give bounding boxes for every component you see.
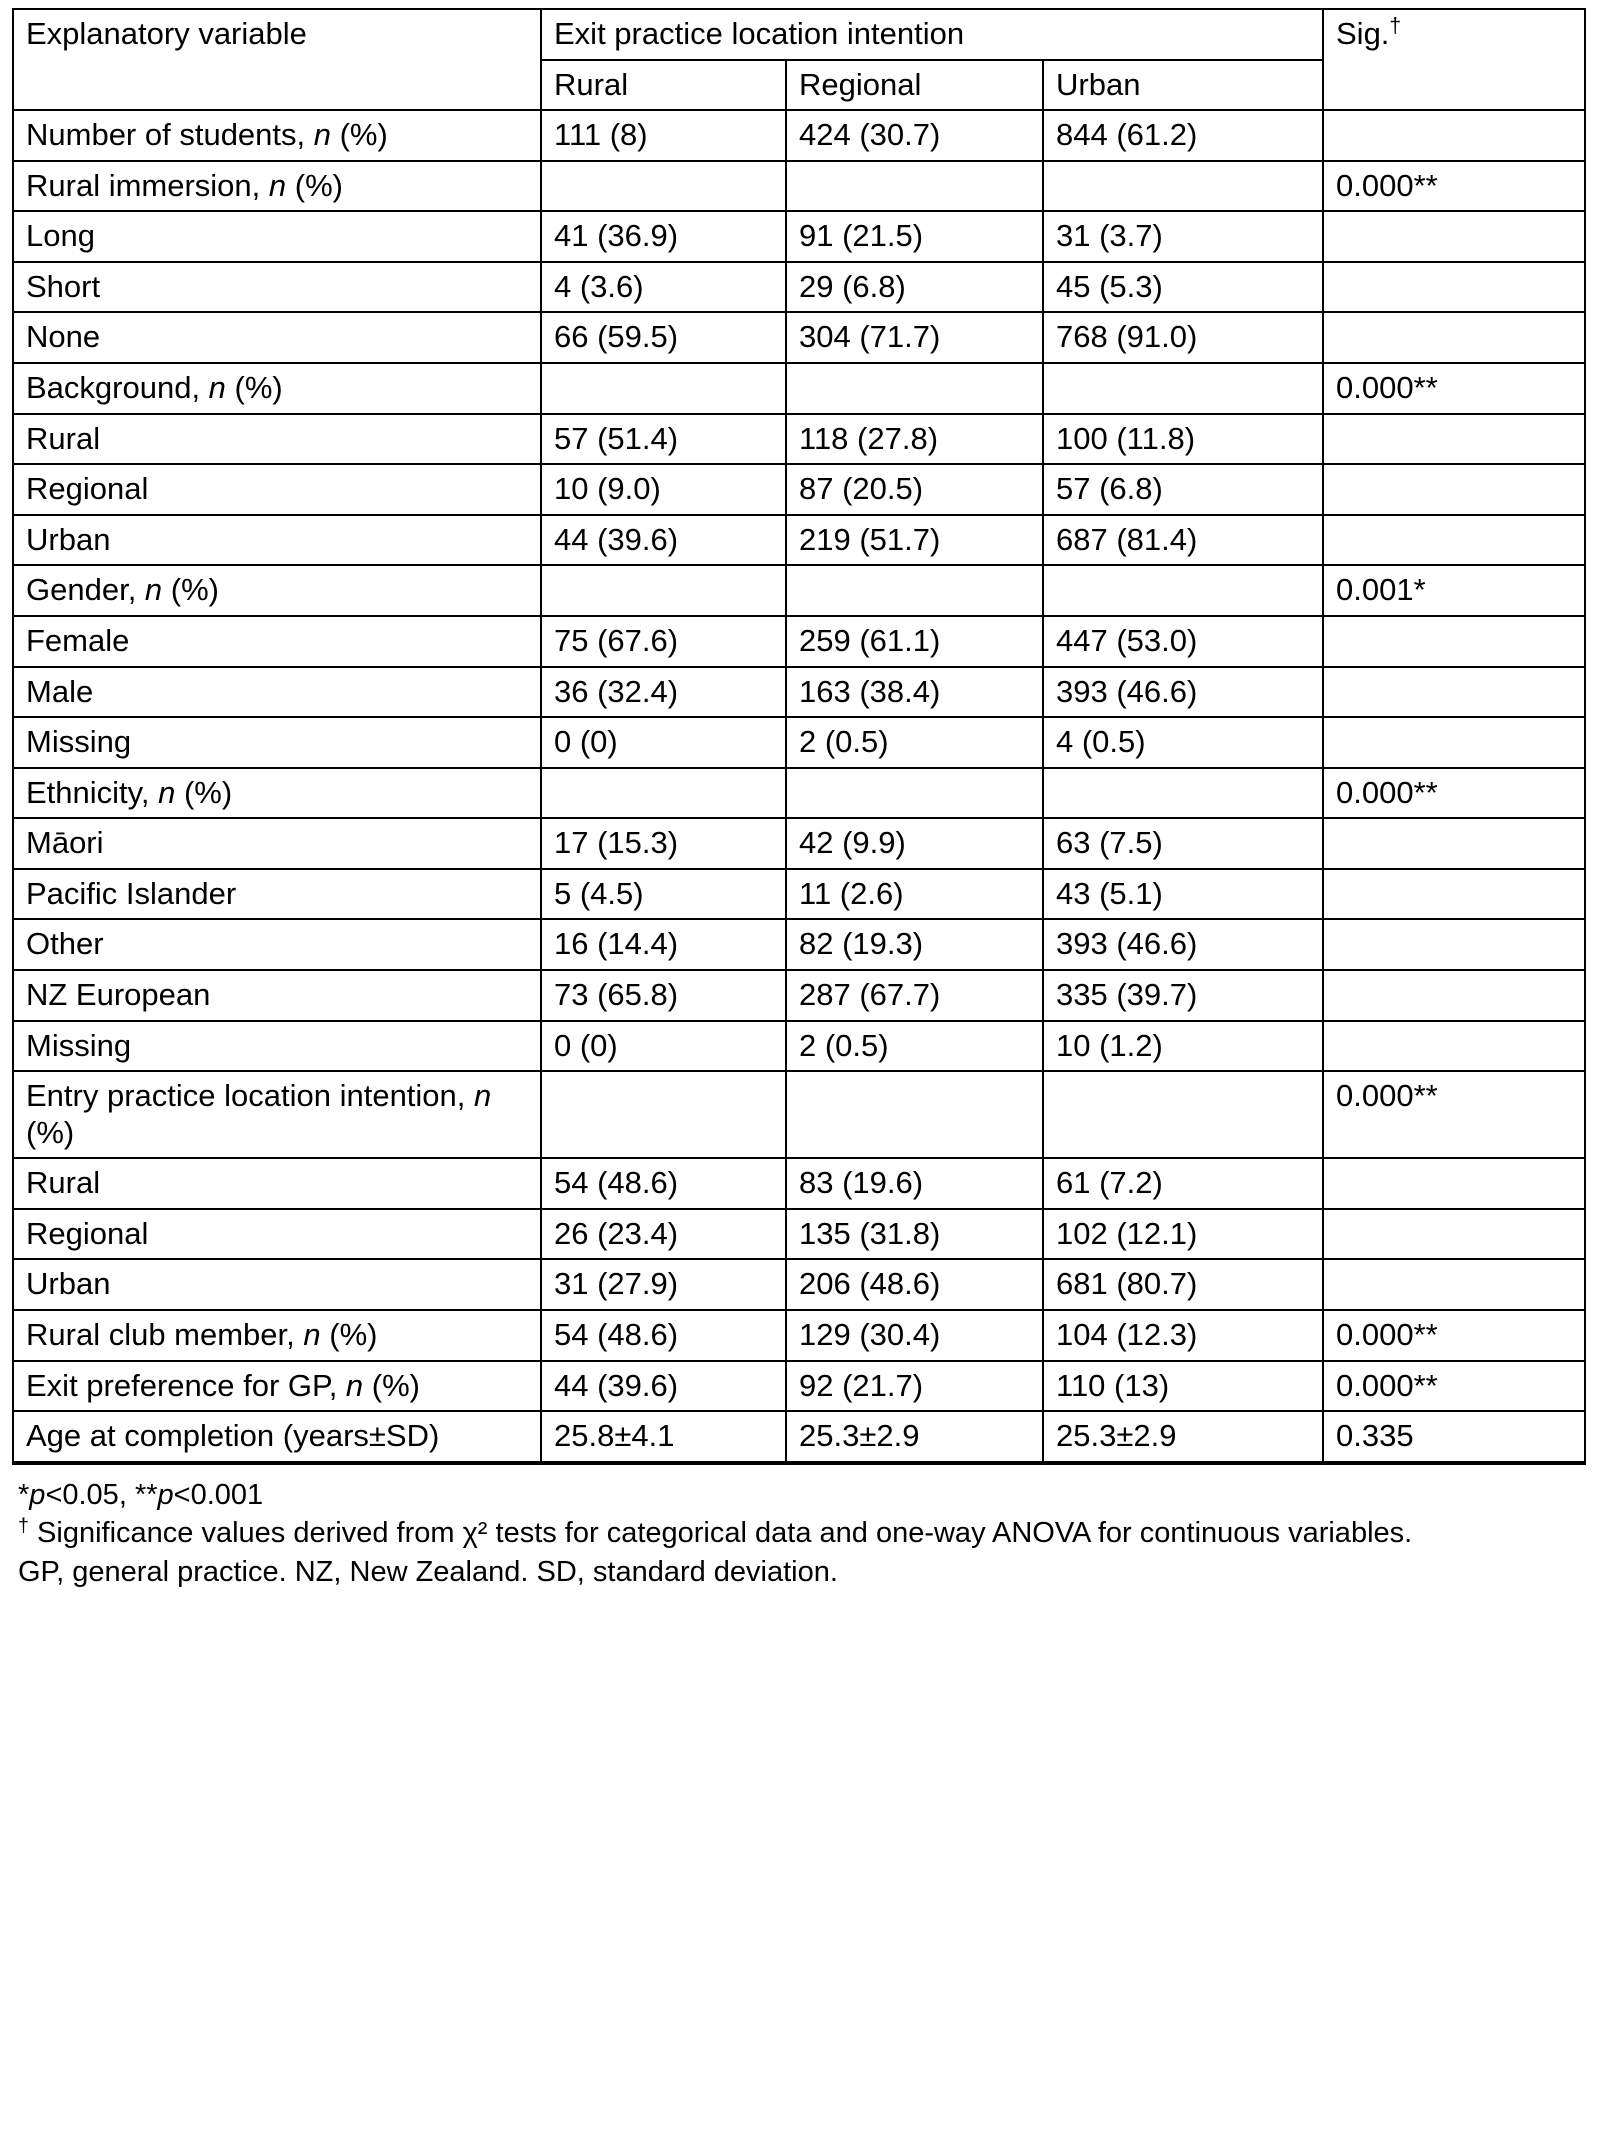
row-label-text: Male	[26, 673, 94, 709]
cell-regional	[786, 161, 1043, 212]
cell-regional	[786, 1071, 1043, 1158]
cell-rural: 0 (0)	[541, 1021, 786, 1072]
cell-urban: 45 (5.3)	[1043, 262, 1323, 313]
cell-sig: 0.000**	[1323, 768, 1585, 819]
cell-urban: 681 (80.7)	[1043, 1259, 1323, 1310]
cell-urban: 768 (91.0)	[1043, 312, 1323, 363]
cell-urban: 104 (12.3)	[1043, 1310, 1323, 1361]
cell-regional: 11 (2.6)	[786, 869, 1043, 920]
table-row	[13, 211, 1585, 262]
cell-rural: 4 (3.6)	[541, 262, 786, 313]
cell-sig	[1323, 211, 1585, 262]
cell-rural	[541, 565, 786, 616]
table-row	[13, 515, 1585, 566]
cell-rural: 54 (48.6)	[541, 1310, 786, 1361]
header-rural: Rural	[541, 60, 786, 111]
row-label-italic: n	[158, 774, 176, 810]
cell-rural	[541, 1071, 786, 1158]
row-label	[13, 818, 541, 869]
cell-urban: 447 (53.0)	[1043, 616, 1323, 667]
row-label-text: Pacific Islander	[26, 875, 237, 911]
cell-rural	[541, 363, 786, 414]
cell-regional: 25.3±2.9	[786, 1411, 1043, 1463]
cell-sig	[1323, 262, 1585, 313]
row-label-text: Background,	[26, 370, 209, 406]
cell-urban: 335 (39.7)	[1043, 970, 1323, 1021]
cell-rural: 10 (9.0)	[541, 464, 786, 515]
cell-urban: 57 (6.8)	[1043, 464, 1323, 515]
row-label-text: Māori	[26, 825, 104, 861]
row-label-suffix: (%)	[320, 1317, 378, 1353]
row-label-text: NZ European	[26, 976, 211, 1012]
cell-urban: 100 (11.8)	[1043, 414, 1323, 465]
cell-urban: 4 (0.5)	[1043, 717, 1323, 768]
row-label	[13, 1071, 541, 1158]
footnote-dagger-text: Significance values derived from χ² tests for categorical data and one-way ANOVA for continuous variables.	[37, 1517, 1413, 1550]
table-row	[13, 1361, 1585, 1412]
cell-rural: 44 (39.6)	[541, 1361, 786, 1412]
cell-rural	[541, 768, 786, 819]
cell-regional: 29 (6.8)	[786, 262, 1043, 313]
cell-regional: 92 (21.7)	[786, 1361, 1043, 1412]
cell-sig: 0.000**	[1323, 1071, 1585, 1158]
header-urban: Urban	[1043, 60, 1323, 111]
cell-sig	[1323, 818, 1585, 869]
header-exit-practice-location-intention: Exit practice location intention	[541, 9, 1323, 60]
row-label	[13, 211, 541, 262]
row-label-suffix: (%)	[225, 370, 283, 406]
cell-rural: 31 (27.9)	[541, 1259, 786, 1310]
row-label-text: Urban	[26, 521, 111, 557]
table-row	[13, 110, 1585, 161]
cell-sig: 0.000**	[1323, 1361, 1585, 1412]
header-sig	[1323, 9, 1585, 110]
row-label	[13, 414, 541, 465]
row-label	[13, 869, 541, 920]
header-explanatory-variable: Explanatory variable	[13, 9, 541, 110]
table-row	[13, 1411, 1585, 1463]
row-label-text: Number of students,	[26, 117, 314, 153]
cell-regional: 206 (48.6)	[786, 1259, 1043, 1310]
row-label-text: Exit preference for GP,	[26, 1367, 346, 1403]
cell-rural: 66 (59.5)	[541, 312, 786, 363]
footnote-p2: p	[157, 1478, 174, 1511]
row-label-text: Urban	[26, 1266, 111, 1302]
row-label	[13, 363, 541, 414]
cell-regional	[786, 565, 1043, 616]
row-label-italic: n	[268, 167, 287, 203]
cell-rural: 26 (23.4)	[541, 1209, 786, 1260]
cell-rural: 111 (8)	[541, 110, 786, 161]
row-label-text: Regional	[26, 1215, 149, 1251]
table-row	[13, 667, 1585, 718]
row-label	[13, 1361, 541, 1412]
row-label	[13, 919, 541, 970]
row-label	[13, 667, 541, 718]
row-label-text: Short	[26, 268, 101, 304]
cell-regional: 87 (20.5)	[786, 464, 1043, 515]
cell-rural: 57 (51.4)	[541, 414, 786, 465]
table-row	[13, 1071, 1585, 1158]
cell-regional: 42 (9.9)	[786, 818, 1043, 869]
table-row	[13, 1158, 1585, 1209]
row-label-italic: n	[345, 1367, 364, 1403]
cell-rural: 54 (48.6)	[541, 1158, 786, 1209]
table-row	[13, 768, 1585, 819]
table-row	[13, 919, 1585, 970]
cell-sig	[1323, 717, 1585, 768]
table-row	[13, 1259, 1585, 1310]
row-label	[13, 1209, 541, 1260]
table-row	[13, 869, 1585, 920]
row-label-text: Other	[26, 926, 104, 962]
row-label-suffix: (%)	[175, 774, 233, 810]
row-label-suffix: (%)	[26, 1114, 75, 1150]
cell-rural: 25.8±4.1	[541, 1411, 786, 1463]
footnote-rest2: <0.001	[173, 1478, 264, 1511]
cell-sig	[1323, 110, 1585, 161]
footnote-abbreviations: GP, general practice. NZ, New Zealand. SD, standard deviation.	[18, 1555, 838, 1588]
cell-rural	[541, 161, 786, 212]
cell-urban	[1043, 1071, 1323, 1158]
row-label-suffix: (%)	[363, 1367, 420, 1403]
cell-regional: 83 (19.6)	[786, 1158, 1043, 1209]
row-label	[13, 1310, 541, 1361]
cell-sig: 0.000**	[1323, 1310, 1585, 1361]
table-row	[13, 565, 1585, 616]
row-label	[13, 717, 541, 768]
cell-rural: 44 (39.6)	[541, 515, 786, 566]
cell-rural: 75 (67.6)	[541, 616, 786, 667]
row-label-text: None	[26, 319, 101, 355]
cell-regional: 2 (0.5)	[786, 1021, 1043, 1072]
row-label	[13, 1021, 541, 1072]
cell-urban	[1043, 565, 1323, 616]
table-row	[13, 616, 1585, 667]
cell-rural: 73 (65.8)	[541, 970, 786, 1021]
cell-urban: 25.3±2.9	[1043, 1411, 1323, 1463]
cell-regional	[786, 768, 1043, 819]
cell-sig	[1323, 970, 1585, 1021]
row-label-suffix: (%)	[162, 572, 219, 608]
row-label-suffix: (%)	[286, 167, 343, 203]
cell-regional: 91 (21.5)	[786, 211, 1043, 262]
table-row	[13, 262, 1585, 313]
cell-sig	[1323, 414, 1585, 465]
table-row	[13, 464, 1585, 515]
row-label-italic: n	[474, 1078, 492, 1114]
row-label-text: Age at completion (years±SD)	[26, 1418, 440, 1454]
row-label-text: Rural immersion,	[26, 167, 269, 203]
row-label-italic: n	[303, 1317, 321, 1353]
row-label-text: Rural	[26, 420, 101, 456]
table-row	[13, 717, 1585, 768]
row-label	[13, 565, 541, 616]
cell-regional: 304 (71.7)	[786, 312, 1043, 363]
cell-sig	[1323, 515, 1585, 566]
row-label	[13, 110, 541, 161]
row-label-italic: n	[144, 572, 163, 608]
cell-sig	[1323, 1021, 1585, 1072]
row-label	[13, 312, 541, 363]
cell-urban: 61 (7.2)	[1043, 1158, 1323, 1209]
footnote-dagger-icon: †	[18, 1514, 29, 1537]
row-label	[13, 1158, 541, 1209]
cell-sig: 0.335	[1323, 1411, 1585, 1463]
row-label	[13, 262, 541, 313]
cell-regional: 135 (31.8)	[786, 1209, 1043, 1260]
cell-regional: 424 (30.7)	[786, 110, 1043, 161]
cell-sig: 0.000**	[1323, 363, 1585, 414]
cell-urban	[1043, 161, 1323, 212]
row-label-italic: n	[208, 370, 226, 406]
row-label	[13, 1259, 541, 1310]
cell-urban: 31 (3.7)	[1043, 211, 1323, 262]
cell-regional: 118 (27.8)	[786, 414, 1043, 465]
footnote-significance-levels	[18, 1477, 1492, 1514]
row-label	[13, 464, 541, 515]
row-label-text: Entry practice location intention,	[26, 1078, 475, 1114]
row-label-text: Female	[26, 622, 130, 658]
table-body	[13, 110, 1585, 1463]
row-label-text: Gender,	[26, 572, 145, 608]
cell-regional: 287 (67.7)	[786, 970, 1043, 1021]
cell-regional: 82 (19.3)	[786, 919, 1043, 970]
cell-urban: 10 (1.2)	[1043, 1021, 1323, 1072]
cell-sig	[1323, 667, 1585, 718]
cell-urban: 110 (13)	[1043, 1361, 1323, 1412]
cell-rural: 16 (14.4)	[541, 919, 786, 970]
row-label-text: Missing	[26, 1027, 132, 1063]
footnote-star2: **	[134, 1478, 158, 1511]
footnote-star1: *	[18, 1478, 30, 1511]
footnote-dagger-note	[18, 1515, 1492, 1552]
cell-urban: 102 (12.1)	[1043, 1209, 1323, 1260]
cell-regional: 259 (61.1)	[786, 616, 1043, 667]
cell-sig	[1323, 464, 1585, 515]
table-row	[13, 1021, 1585, 1072]
cell-rural: 41 (36.9)	[541, 211, 786, 262]
cell-sig	[1323, 616, 1585, 667]
cell-rural: 36 (32.4)	[541, 667, 786, 718]
row-label	[13, 1411, 541, 1463]
header-sig-label: Sig.	[1336, 16, 1390, 51]
cell-regional: 163 (38.4)	[786, 667, 1043, 718]
cell-urban: 844 (61.2)	[1043, 110, 1323, 161]
row-label-text: Rural club member,	[26, 1317, 304, 1353]
row-label-italic: n	[313, 117, 331, 153]
header-regional: Regional	[786, 60, 1043, 111]
cell-urban: 63 (7.5)	[1043, 818, 1323, 869]
table-row	[13, 818, 1585, 869]
table-head	[13, 9, 1585, 110]
demographics-table	[12, 8, 1586, 1465]
cell-rural: 0 (0)	[541, 717, 786, 768]
cell-rural: 5 (4.5)	[541, 869, 786, 920]
cell-urban: 393 (46.6)	[1043, 667, 1323, 718]
cell-urban	[1043, 363, 1323, 414]
row-label-text: Rural	[26, 1165, 101, 1201]
cell-regional: 129 (30.4)	[786, 1310, 1043, 1361]
row-label-text: Missing	[26, 724, 132, 760]
cell-rural: 17 (15.3)	[541, 818, 786, 869]
footnotes	[12, 1477, 1492, 1591]
table-row	[13, 161, 1585, 212]
row-label	[13, 161, 541, 212]
row-label	[13, 616, 541, 667]
footnote-rest1: <0.05,	[45, 1478, 135, 1511]
cell-sig	[1323, 869, 1585, 920]
cell-regional	[786, 363, 1043, 414]
table-row	[13, 312, 1585, 363]
dagger-icon: †	[1389, 14, 1402, 38]
footnote-p1: p	[29, 1478, 46, 1511]
cell-sig	[1323, 1209, 1585, 1260]
table-row	[13, 363, 1585, 414]
row-label-text: Long	[26, 218, 95, 254]
cell-sig	[1323, 919, 1585, 970]
row-label	[13, 970, 541, 1021]
cell-urban	[1043, 768, 1323, 819]
cell-regional: 2 (0.5)	[786, 717, 1043, 768]
row-label-suffix: (%)	[331, 117, 388, 153]
table-row	[13, 414, 1585, 465]
row-label-text: Regional	[26, 471, 149, 507]
cell-regional: 219 (51.7)	[786, 515, 1043, 566]
cell-sig	[1323, 1158, 1585, 1209]
cell-sig: 0.000**	[1323, 161, 1585, 212]
row-label-text: Ethnicity,	[26, 774, 159, 810]
table-row	[13, 1310, 1585, 1361]
row-label	[13, 515, 541, 566]
table-row	[13, 1209, 1585, 1260]
cell-sig	[1323, 312, 1585, 363]
cell-urban: 687 (81.4)	[1043, 515, 1323, 566]
row-label	[13, 768, 541, 819]
cell-urban: 393 (46.6)	[1043, 919, 1323, 970]
header-row-top	[13, 9, 1585, 60]
cell-sig: 0.001*	[1323, 565, 1585, 616]
cell-sig	[1323, 1259, 1585, 1310]
table-row	[13, 970, 1585, 1021]
cell-urban: 43 (5.1)	[1043, 869, 1323, 920]
